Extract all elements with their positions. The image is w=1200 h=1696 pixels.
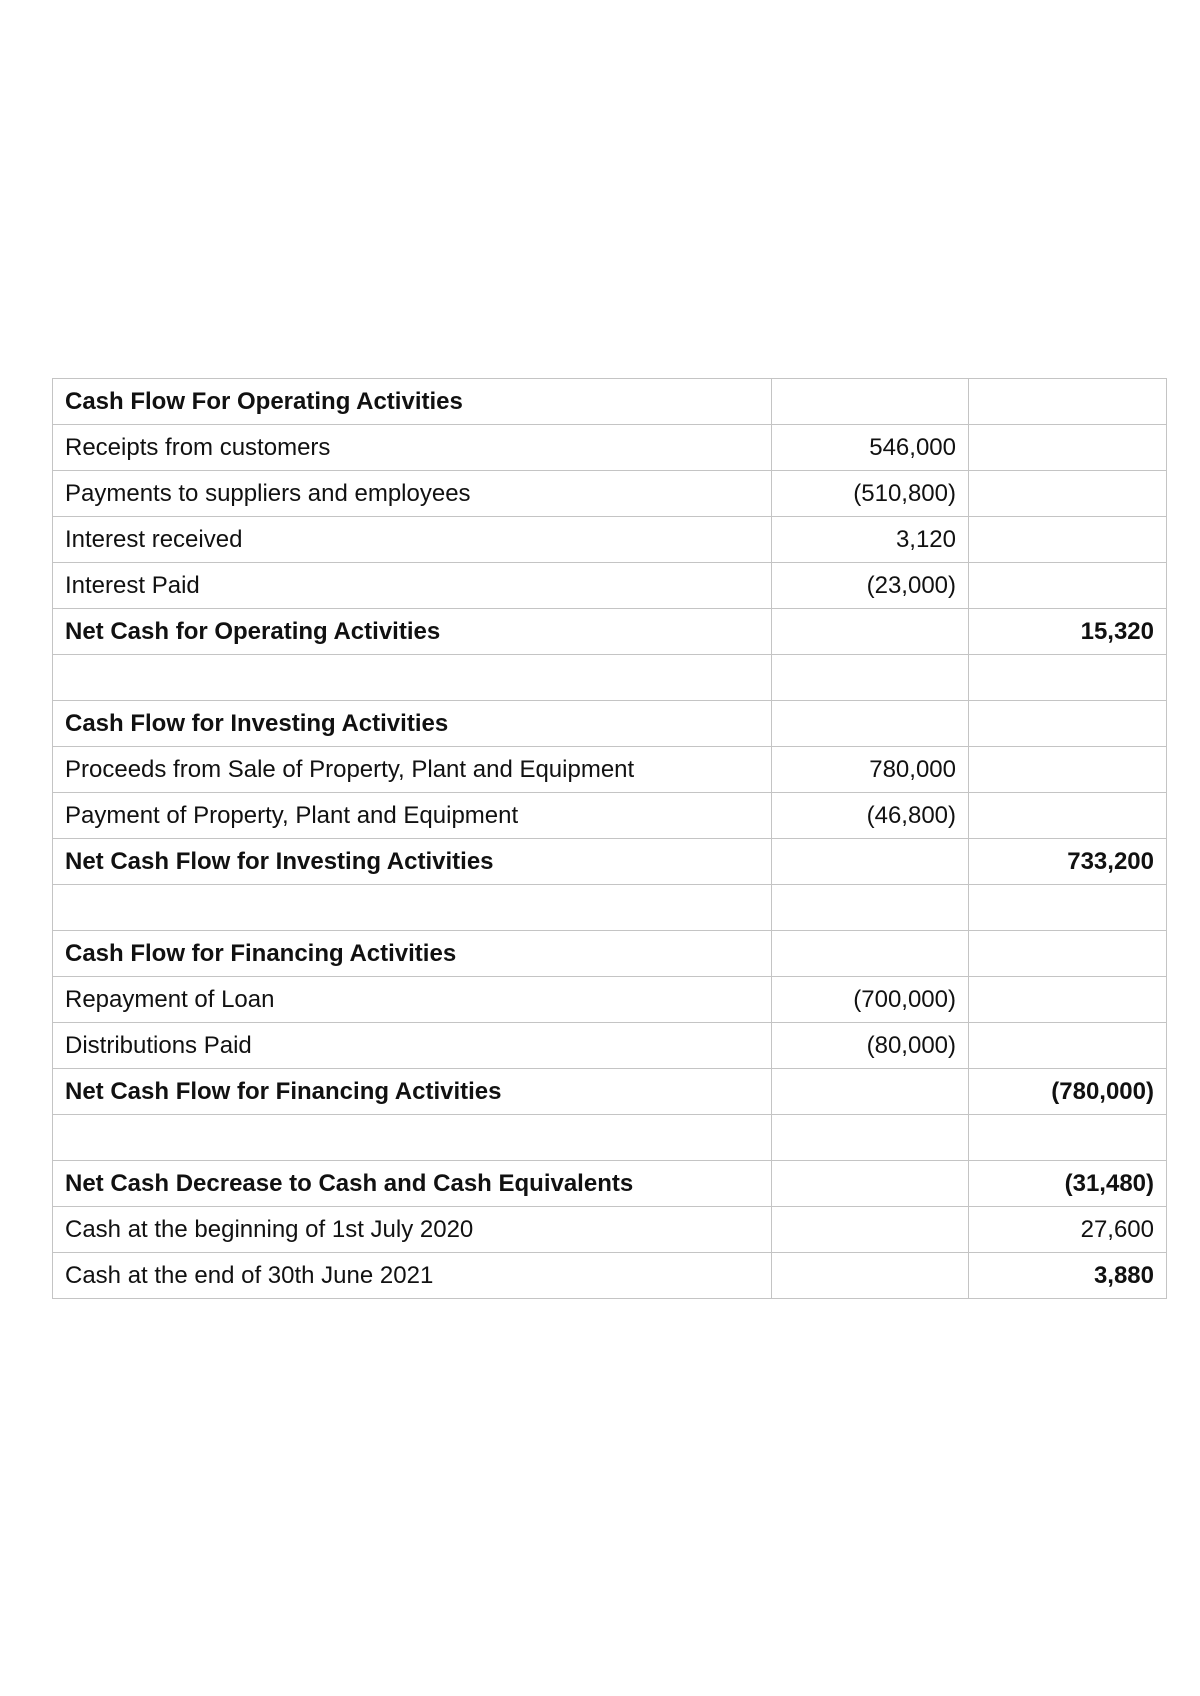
table-row xyxy=(53,1023,1167,1069)
row-total xyxy=(969,655,1167,701)
table-row xyxy=(53,1069,1167,1115)
row-amount xyxy=(772,839,969,885)
row-label: Net Cash Flow for Financing Activities xyxy=(53,1069,772,1115)
row-amount xyxy=(772,1069,969,1115)
row-amount xyxy=(772,1115,969,1161)
row-amount xyxy=(772,1253,969,1299)
row-amount: 546,000 xyxy=(772,425,969,471)
row-label xyxy=(53,1115,772,1161)
row-total xyxy=(969,885,1167,931)
table-row xyxy=(53,701,1167,747)
row-label xyxy=(53,885,772,931)
table-row xyxy=(53,977,1167,1023)
cash-flow-table xyxy=(52,378,1167,1299)
row-amount: (80,000) xyxy=(772,1023,969,1069)
row-label: Payments to suppliers and employees xyxy=(53,471,772,517)
row-label: Cash at the beginning of 1st July 2020 xyxy=(53,1207,772,1253)
row-total xyxy=(969,1115,1167,1161)
row-amount: 3,120 xyxy=(772,517,969,563)
table-row xyxy=(53,1253,1167,1299)
row-label xyxy=(53,655,772,701)
row-label: Receipts from customers xyxy=(53,425,772,471)
spacer-row xyxy=(53,885,1167,931)
row-amount: 780,000 xyxy=(772,747,969,793)
spacer-row xyxy=(53,1115,1167,1161)
row-total xyxy=(969,931,1167,977)
table-row xyxy=(53,471,1167,517)
row-label: Net Cash for Operating Activities xyxy=(53,609,772,655)
row-total: 15,320 xyxy=(969,609,1167,655)
table-row xyxy=(53,931,1167,977)
row-amount xyxy=(772,655,969,701)
row-amount: (700,000) xyxy=(772,977,969,1023)
row-label: Cash Flow For Operating Activities xyxy=(53,379,772,425)
table-row xyxy=(53,609,1167,655)
row-total: 27,600 xyxy=(969,1207,1167,1253)
row-label: Cash Flow for Investing Activities xyxy=(53,701,772,747)
row-label: Cash Flow for Financing Activities xyxy=(53,931,772,977)
row-amount xyxy=(772,1161,969,1207)
row-total: 733,200 xyxy=(969,839,1167,885)
row-total xyxy=(969,471,1167,517)
row-total xyxy=(969,793,1167,839)
cash-flow-statement xyxy=(52,378,1166,1299)
row-total xyxy=(969,701,1167,747)
table-row xyxy=(53,517,1167,563)
table-row xyxy=(53,839,1167,885)
row-label: Repayment of Loan xyxy=(53,977,772,1023)
table-row xyxy=(53,425,1167,471)
row-label: Interest Paid xyxy=(53,563,772,609)
row-label: Payment of Property, Plant and Equipment xyxy=(53,793,772,839)
cash-flow-table-body xyxy=(53,379,1167,1299)
row-label: Proceeds from Sale of Property, Plant and Equipment xyxy=(53,747,772,793)
row-total xyxy=(969,563,1167,609)
row-amount: (23,000) xyxy=(772,563,969,609)
table-row xyxy=(53,379,1167,425)
row-amount: (46,800) xyxy=(772,793,969,839)
row-amount xyxy=(772,1207,969,1253)
row-label: Distributions Paid xyxy=(53,1023,772,1069)
row-label: Cash at the end of 30th June 2021 xyxy=(53,1253,772,1299)
table-row xyxy=(53,563,1167,609)
spacer-row xyxy=(53,655,1167,701)
row-amount xyxy=(772,609,969,655)
row-amount: (510,800) xyxy=(772,471,969,517)
row-amount xyxy=(772,885,969,931)
row-total: 3,880 xyxy=(969,1253,1167,1299)
row-label: Interest received xyxy=(53,517,772,563)
table-row xyxy=(53,1161,1167,1207)
row-total xyxy=(969,977,1167,1023)
row-label: Net Cash Flow for Investing Activities xyxy=(53,839,772,885)
row-total xyxy=(969,747,1167,793)
row-total: (31,480) xyxy=(969,1161,1167,1207)
row-total xyxy=(969,517,1167,563)
row-label: Net Cash Decrease to Cash and Cash Equivalents xyxy=(53,1161,772,1207)
row-amount xyxy=(772,701,969,747)
row-total xyxy=(969,1023,1167,1069)
table-row xyxy=(53,793,1167,839)
row-total xyxy=(969,425,1167,471)
row-amount xyxy=(772,931,969,977)
row-total: (780,000) xyxy=(969,1069,1167,1115)
row-total xyxy=(969,379,1167,425)
table-row xyxy=(53,747,1167,793)
row-amount xyxy=(772,379,969,425)
table-row xyxy=(53,1207,1167,1253)
